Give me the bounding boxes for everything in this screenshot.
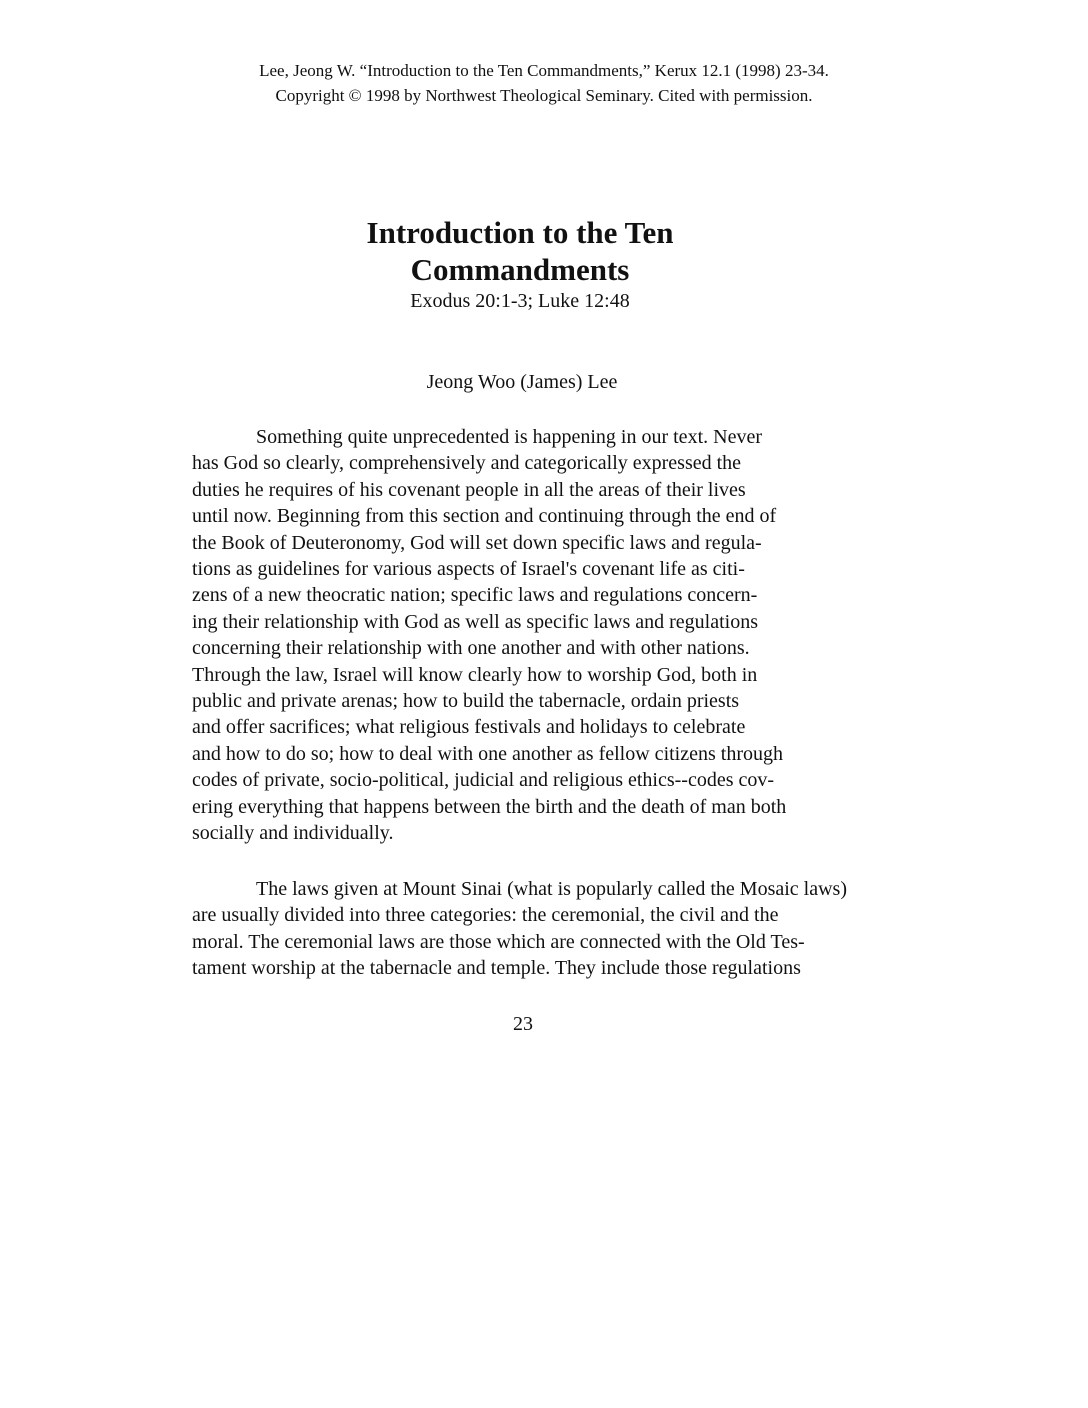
paragraph-line: ing their relationship with God as well as specific laws and regulations [192, 610, 758, 633]
page-number: 23 [513, 1013, 533, 1035]
paragraph-line: duties he requires of his covenant people in all the areas of their lives [192, 478, 746, 501]
paragraph-line: codes of private, socio-political, judicial and religious ethics--codes cov- [192, 769, 775, 792]
paragraph-line: has God so clearly, comprehensively and categorically expressed the [192, 452, 742, 475]
citation-line-2: Copyright © 1998 by Northwest Theological Seminary. Cited with permission. [275, 86, 813, 105]
paragraph-line: the Book of Deuteronomy, God will set down specific laws and regula- [192, 531, 762, 554]
paragraph-line: tions as guidelines for various aspects of Israel's covenant life as citi- [192, 558, 745, 581]
paragraph-line: are usually divided into three categories: the ceremonial, the civil and the [192, 904, 779, 927]
paragraph-line: concerning their relationship with one another and with other nations. [192, 637, 750, 660]
article-title-line-1: Introduction to the Ten [366, 215, 674, 250]
author-name: Jeong Woo (James) Lee [426, 371, 618, 393]
paragraph-line: Something quite unprecedented is happening in our text. Never [256, 426, 762, 448]
paragraph-line: public and private arenas; how to build the tabernacle, ordain priests [192, 690, 740, 713]
paragraph-line: socially and individually. [192, 822, 394, 845]
paragraph-line: The laws given at Mount Sinai (what is popularly called the Mosaic laws) [256, 878, 847, 900]
paragraph-line: until now. Beginning from this section and continuing through the end of [192, 505, 777, 528]
paragraph-line: and offer sacrifices; what religious festivals and holidays to celebrate [192, 716, 746, 739]
title-block [0, 214, 1040, 314]
paragraph-line: moral. The ceremonial laws are those which are connected with the Old Tes- [192, 930, 805, 953]
paragraph-line: Through the law, Israel will know clearly how to worship God, both in [192, 663, 758, 686]
paragraph-line: ering everything that happens between the birth and the death of man both [192, 795, 787, 818]
body-paragraph-2 [192, 876, 847, 982]
body-paragraph-1 [192, 424, 786, 847]
scripture-reference: Exodus 20:1-3; Luke 12:48 [410, 290, 630, 312]
citation-line-1: Lee, Jeong W. “Introduction to the Ten Commandments,” Kerux 12.1 (1998) 23-34. [259, 61, 829, 80]
citation-header [0, 58, 1088, 108]
paragraph-line: zens of a new theocratic nation; specific laws and regulations concern- [192, 584, 758, 607]
paragraph-line: tament worship at the tabernacle and temple. They include those regulations [192, 957, 801, 980]
article-title-line-2: Commandments [410, 252, 630, 287]
paragraph-line: and how to do so; how to deal with one another as fellow citizens through [192, 742, 783, 765]
